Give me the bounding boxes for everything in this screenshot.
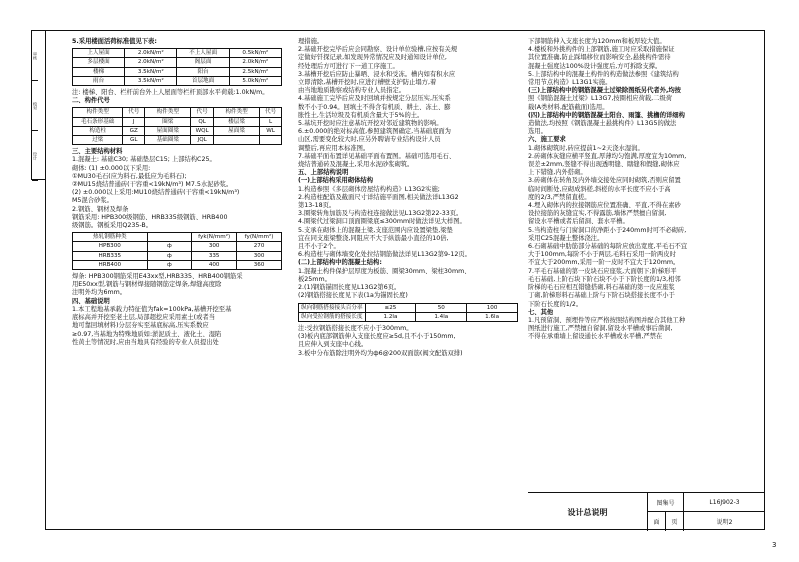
table-cell bbox=[260, 136, 282, 145]
text-line: 第13-18页。 bbox=[298, 202, 336, 210]
text-line: 误差±2mm,竖缝不得出现透明缝、瞎缝和假缝,砌体应 bbox=[528, 161, 680, 169]
table-cell: 400 bbox=[192, 260, 237, 269]
table-cell: ф bbox=[147, 242, 192, 251]
table-row bbox=[73, 117, 282, 126]
text-line: 地可靠回填材料)分层夯实至基底标高,压实系数应 bbox=[72, 322, 209, 330]
text-line: (一)上部结构采用砌体结构 bbox=[298, 177, 374, 185]
table-cell: 100 bbox=[467, 303, 518, 312]
text-line: 1.构造参照《多层砌体房屋结构构造》L13G2实施; bbox=[298, 185, 440, 193]
strip-cell: 校对 bbox=[32, 81, 38, 131]
column-1 bbox=[72, 38, 282, 347]
column-2 bbox=[298, 38, 518, 358]
text-line: (四)上部结构中的钢筋混凝土阳台、雨篷、挑檐的详细构 bbox=[528, 111, 685, 119]
text-line: (2) ±0.000以上采用:MU10烧结普通砖(干容重<19kN/m³) bbox=[72, 189, 240, 197]
table-cell: 2.0kN/m² bbox=[125, 49, 177, 58]
table-row bbox=[73, 76, 282, 85]
table-cell: 1.4la bbox=[416, 312, 467, 321]
load-note: 注: 楼梯、阳台、栏杆前台外上人屋面等栏杆顶部水平荷载:1.0kN/m。 bbox=[72, 89, 269, 97]
table-cell: WL bbox=[260, 126, 282, 135]
table-cell: HRB400 bbox=[73, 260, 148, 269]
section-title: 5.采用楼面活荷标准值见下表: bbox=[72, 38, 157, 45]
text-line: ≥0.97,当基地为特殊地质如:淤泥质土、液化土、湿陷 bbox=[72, 330, 222, 338]
table-cell: fy(N/mm²) bbox=[237, 233, 282, 242]
text-line: 底标高并开挖至老土层,局部超挖应采用素土(或者当 bbox=[72, 314, 215, 322]
table-cell: 3.5kN/m² bbox=[125, 76, 177, 85]
text-line: 五、上部结构说明 bbox=[298, 169, 349, 177]
code-table bbox=[72, 107, 282, 145]
load-table bbox=[72, 48, 282, 86]
table-cell: HRB335 bbox=[73, 251, 148, 260]
text-line: 经处理后方可进行下一道工序施工。 bbox=[298, 62, 399, 70]
table-cell: 0.5kN/m² bbox=[229, 49, 281, 58]
text-line: 胀性土,生活垃圾及有机质含量大于5%的土。 bbox=[298, 111, 424, 119]
table-cell: ≤25 bbox=[365, 303, 416, 312]
table-cell: GL bbox=[123, 136, 145, 145]
text-line: 1.本工程地基承载力特征值为fak=100kPa,基槽开挖至基 bbox=[72, 305, 232, 313]
text-line: 4.圈梁代过梁洞口顶面圈梁底≤300mm时做法详见大样图。 bbox=[298, 218, 466, 226]
page-label-2: 面 bbox=[648, 512, 666, 531]
table-cell: 335 bbox=[192, 251, 237, 260]
title-block bbox=[528, 492, 765, 531]
table-cell: 热轧钢筋种类 bbox=[73, 233, 148, 242]
text-line: 且不小于2个。 bbox=[298, 243, 340, 251]
text-line: 2.构造柱配筋及截面尺寸详结施平面图,相关做法详L13G2 bbox=[298, 193, 459, 201]
text-line: 山区,需要变化较大时,应另外聘请专业结构设计人员 bbox=[298, 136, 441, 144]
text-line: 混凝土强度达100%设计强度后,方可拆除支撑。 bbox=[528, 62, 662, 70]
table-cell: 构件类型 bbox=[213, 108, 259, 117]
text-line: 6.石砌基础中肋筋部分基础的每阶应放出宽度,平毛石不宜 bbox=[528, 243, 688, 251]
table-cell: 楼梯 bbox=[73, 67, 125, 76]
table-cell: 1.6la bbox=[467, 312, 518, 321]
table-row bbox=[73, 49, 282, 58]
text-line: 大于100mm,每阶不小于两层,毛料石采用一阶两皮时 bbox=[528, 251, 676, 259]
text-line: 下部钢筋伸入支座长度为120mm和板厚较大值。 bbox=[528, 38, 666, 45]
strip-cell: 审核 bbox=[32, 31, 38, 81]
text-line: 2.砖砌体灰缝应横平竖直,厚薄均匀饱满,厚度宜为10mm, bbox=[528, 152, 687, 160]
text-line: ②MU15烧结普通砖(干容重<19kN/m³) M7.5水泥砂浆。 bbox=[72, 181, 233, 189]
text-line: 照《钢筋混凝土过梁》L13G7,按圈相应荷载,二级荷 bbox=[528, 95, 673, 103]
table-cell: 代号 bbox=[123, 108, 145, 117]
text-line: 常用节点构造》L13G1实施。 bbox=[528, 79, 612, 87]
text-line: 级钢筋。钢板采用Q235-B。 bbox=[72, 222, 153, 230]
text-line: 六、施工要求 bbox=[528, 136, 566, 144]
table-cell bbox=[213, 136, 259, 145]
text-line: 立即清除,基槽开挖时,应进行槽壁支护防止塌方,着 bbox=[298, 79, 437, 87]
table-cell: fyk(N/mm²) bbox=[192, 233, 237, 242]
text-line: 调整后,再应用本标准图。 bbox=[298, 144, 370, 152]
text-line: 2.(1)钢筋锚固长度见L13G2第6页。 bbox=[298, 284, 401, 292]
table-row bbox=[73, 242, 282, 251]
text-line: 2.基础开挖完毕后应会同勘察、设计单位验槽,应按有关规 bbox=[298, 46, 458, 54]
text-line: 图纸进行施工,严禁擅自留洞,留设水平槽或事后凿洞, bbox=[528, 325, 673, 333]
table-cell: 雨台 bbox=[73, 76, 125, 85]
table-cell: 2.0kN/m² bbox=[125, 58, 177, 67]
text-line: 毛石基础,上阶石块下阶石块不小于下阶长度的1/3,相邻 bbox=[528, 275, 681, 283]
text-line: 1.凡预留洞、预埋件等应严格按照结构图并配合其他工种 bbox=[528, 316, 686, 324]
table-cell: 过梁 bbox=[73, 136, 123, 145]
table-cell: ф bbox=[147, 251, 192, 260]
section-title: 二、构件代号 bbox=[72, 97, 110, 105]
table-cell: L bbox=[260, 117, 282, 126]
atlas-value: L16J902-3 bbox=[684, 493, 765, 512]
table-cell: GZ bbox=[123, 126, 145, 135]
text-line: 理措施。 bbox=[298, 38, 324, 45]
text-line: 砌体: (1) ±0.000以下采用: bbox=[72, 164, 151, 172]
text-line: ①MU30毛石(应为料石,最低应为毛料石); bbox=[72, 172, 187, 180]
table-cell: WQL bbox=[191, 126, 213, 135]
table-cell: QL bbox=[191, 117, 213, 126]
table-cell: 屋面圈梁 bbox=[145, 126, 191, 135]
table-cell: 圈梁 bbox=[145, 117, 191, 126]
text-line: 由当地地质勘察或结构专业人员指定。 bbox=[298, 87, 406, 95]
text-line: 4.基础施工完毕后应及时回填并按规定分层压实,压实系 bbox=[298, 95, 451, 103]
table-cell: 基础圈梁 bbox=[145, 136, 191, 145]
text-line: 宜在同支座梁整浇,同阻应不大于纵筋最小直径的10倍, bbox=[298, 234, 449, 242]
text-line: 6.±0.000的绝对标高值,参照建筑图确定,当基础底面为 bbox=[298, 128, 451, 136]
text-line: 5.基坑开挖时应注意基坑开挖对邻近建筑物的影响。 bbox=[298, 120, 443, 128]
text-line: 数不小于0.94。回填土不得含有机质、耕土、冻土、膨 bbox=[298, 103, 451, 111]
table-cell: 多层楼面 bbox=[73, 58, 125, 67]
page-value: 说明2 bbox=[716, 519, 733, 526]
table-row bbox=[73, 67, 282, 76]
text-line: 4.楼板和外挑构件的上部钢筋,施工时应采取措施保证 bbox=[528, 46, 675, 54]
text-line: 7.平毛石基础的第一皮块石应座浆,大面朝下;阶梯形平 bbox=[528, 267, 677, 275]
table-row bbox=[299, 312, 518, 321]
table-cell: 300 bbox=[237, 251, 282, 260]
drawing-title: 设计总说明 bbox=[528, 493, 648, 531]
table-row bbox=[73, 251, 282, 260]
table-cell: 纵向受拉钢筋的搭接长度 bbox=[299, 312, 366, 321]
text-line: 4.埋入砌体内的拉接钢筋应位置准确、平直,不得在素砂 bbox=[528, 202, 681, 210]
text-line: 定做好钎探记录,如发现异常情况应及时通知设计单位, bbox=[298, 54, 447, 62]
table-cell: 阁层面 bbox=[177, 58, 229, 67]
text-line: M5混合砂浆。 bbox=[72, 197, 113, 205]
table-cell: 1.2la bbox=[365, 312, 416, 321]
text-line: 钢筋采用: HPB300级钢筋、HRB335级钢筋、HRB400 bbox=[72, 213, 228, 221]
table-cell: 构件类型 bbox=[145, 108, 191, 117]
text-line: 留设水平槽或者后留洞、套水平槽。 bbox=[528, 218, 629, 226]
text-line: 设拉接筋的灰缝宜实,不得露筋,墙体严禁擅自留洞, bbox=[528, 210, 667, 218]
text-line: 3.基槽开挖后应防止暴晒、浸水和受冻。槽内如有积水应 bbox=[298, 70, 456, 78]
text-line: 1.砌体砌筑时,砖应提前1~2天浇水湿润。 bbox=[528, 144, 644, 152]
text-line: 注明外均为6mm。 bbox=[72, 289, 127, 297]
text-line: (三)上部结构中的钢筋混凝土过梁除图纸另代者外,均按 bbox=[528, 87, 681, 95]
strip-cell: 设计 bbox=[32, 131, 38, 181]
table-cell: 纵向钢筋搭接接头百分率 bbox=[299, 303, 366, 312]
table-cell: JQL bbox=[191, 136, 213, 145]
text-line: 1.混凝土构件保护层厚度为板筋、圈梁30mm、梁柱30mm、 bbox=[298, 267, 471, 275]
section-title: 四、基础说明 bbox=[72, 297, 110, 305]
table-cell: 楼层梁 bbox=[213, 117, 259, 126]
table-cell: 不上人屋面 bbox=[177, 49, 229, 58]
section-title: 三、主要结构材料 bbox=[72, 148, 123, 156]
table-cell: 构造柱 bbox=[73, 126, 123, 135]
text-line: 2.钢筋、钢材及焊条 bbox=[72, 205, 129, 213]
table-cell: 50 bbox=[416, 303, 467, 312]
text-line: 上下错缝,内外搭砌。 bbox=[528, 169, 587, 177]
page-label: 页 bbox=[666, 512, 684, 531]
text-line: 3.板中分布筋除注明外均为ф6@200双面筋(阀文配筋双排) bbox=[298, 349, 463, 357]
text-line: 焊条: HPB300钢筋采用E43xx型,HRB335、HRB400钢筋采 bbox=[72, 273, 243, 281]
text-line: 3.圈梁转角加筋及与构造柱连接做法见L13G2第22-33页。 bbox=[298, 210, 463, 218]
text-line: 其位置准确,防止踩塌移位而影响安全,悬挑构件需待 bbox=[528, 54, 671, 62]
table-row bbox=[73, 58, 282, 67]
approval-strip bbox=[31, 30, 45, 180]
table-cell: HPB300 bbox=[73, 242, 148, 251]
text-line: 5.上部结构中的混凝土构件的构造做法参照《建筑结构 bbox=[528, 70, 679, 78]
text-line: (二)上部结构中的混凝土结构: bbox=[298, 259, 382, 267]
table-cell: 阳台 bbox=[177, 67, 229, 76]
text-line: 选用。 bbox=[528, 128, 547, 136]
table-cell bbox=[147, 233, 192, 242]
page-number: 3 bbox=[772, 541, 777, 549]
table-cell: 屋面梁 bbox=[213, 126, 259, 135]
text-line: 临时间断处,应砌成斜槎,斜槎的水平长度不应小于高 bbox=[528, 185, 671, 193]
table-cell: 360 bbox=[237, 260, 282, 269]
table-row bbox=[73, 260, 282, 269]
text-line: 不宜大于200mm,采用一阶一皮时不宜大于120mm。 bbox=[528, 259, 680, 267]
text-line: 七、其他 bbox=[528, 308, 554, 316]
text-line: 且应伸入到支座中心线。 bbox=[298, 341, 368, 349]
table-cell: 首层地面 bbox=[177, 76, 229, 85]
table-cell: 上人屋面 bbox=[73, 49, 125, 58]
text-line: 板25mm。 bbox=[298, 275, 331, 283]
text-line: 下阶石长度的1/2。 bbox=[528, 300, 583, 308]
table-cell: 2.0kN/m² bbox=[229, 58, 281, 67]
text-line: 6.构造柱与砌体墙变化处拉结钢筋做法详见L13G2第9-12页。 bbox=[298, 251, 471, 259]
text-line: 性黄土等情况时,应由当地具有经验的专业人员提出处 bbox=[72, 338, 219, 346]
text-line: 烧结普通砖及混凝土,采用水泥砂浆砌筑。 bbox=[298, 161, 414, 169]
text-line: 7.基础平面布置详见基础平面布置图。基础可选用毛石、 bbox=[298, 152, 456, 160]
table-cell: 构件类型 bbox=[73, 108, 123, 117]
atlas-label: 图集号 bbox=[648, 493, 684, 512]
text-line: (3)板内底部钢筋伸入支座长度应≥5d,且不小于150mm, bbox=[298, 333, 456, 341]
text-line: 5.当构造柱与门窗洞口的净距小于240mm时可不必砌砖, bbox=[528, 226, 687, 234]
table-cell: 300 bbox=[192, 242, 237, 251]
text-line: 5.支承在砌体上的混凝土梁,支座范围内应设置梁垫,梁垫 bbox=[298, 226, 453, 234]
text-line: 用E50xx型,钢筋与钢材焊接随钢筋定焊条,焊缝高度除 bbox=[72, 281, 222, 289]
text-line: 度的2/3,严禁留直槎。 bbox=[528, 193, 591, 201]
table-cell: 3.5kN/m² bbox=[125, 67, 177, 76]
steel-table bbox=[72, 232, 282, 270]
table-cell: 代号 bbox=[260, 108, 282, 117]
table-row bbox=[73, 136, 282, 145]
table-cell: 毛石条形基础 bbox=[73, 117, 123, 126]
table-cell: ф bbox=[147, 260, 192, 269]
table-cell: J bbox=[123, 117, 145, 126]
text-line: 阶梯的毛石应相互错缝搭砌,料石基础的第一皮应座浆 bbox=[528, 284, 675, 292]
text-line: 3.砖砌体在转角及内外墙交接处应同时砌筑,否则应留置 bbox=[528, 177, 681, 185]
text-line: (2)钢筋搭接长度见下表(1a为锚固长度) bbox=[298, 292, 408, 300]
text-line: 丁砌,阶梯形料石基础上阶与下阶石块搭接长度不小于 bbox=[528, 292, 675, 300]
lap-table bbox=[298, 303, 518, 322]
table-cell: 代号 bbox=[191, 108, 213, 117]
table-row bbox=[73, 108, 282, 117]
text-line: 1.混凝土: 基础C30; 基础垫层C15; 上部结构C25。 bbox=[72, 156, 216, 164]
table-cell: 2.5kN/m² bbox=[229, 67, 281, 76]
column-3 bbox=[528, 38, 760, 342]
text-line: 载(A类材料,配筋截面)选用。 bbox=[528, 103, 609, 111]
table-cell: 270 bbox=[237, 242, 282, 251]
text-line: 造做法,均按照《钢筋混凝土悬挑构件》L13G5的做法 bbox=[528, 120, 677, 128]
text-line: 不得在承重墙上留设通长水平槽或水平槽,严禁在 bbox=[528, 333, 663, 341]
table-row bbox=[73, 233, 282, 242]
table-row bbox=[73, 126, 282, 135]
text-line: 采用C25混凝土整体浇注。 bbox=[528, 234, 604, 242]
table-cell: 5.0kN/m² bbox=[229, 76, 281, 85]
table-row bbox=[299, 303, 518, 312]
text-line: 注:受拉钢筋搭接长度不应小于300mm。 bbox=[298, 324, 413, 332]
